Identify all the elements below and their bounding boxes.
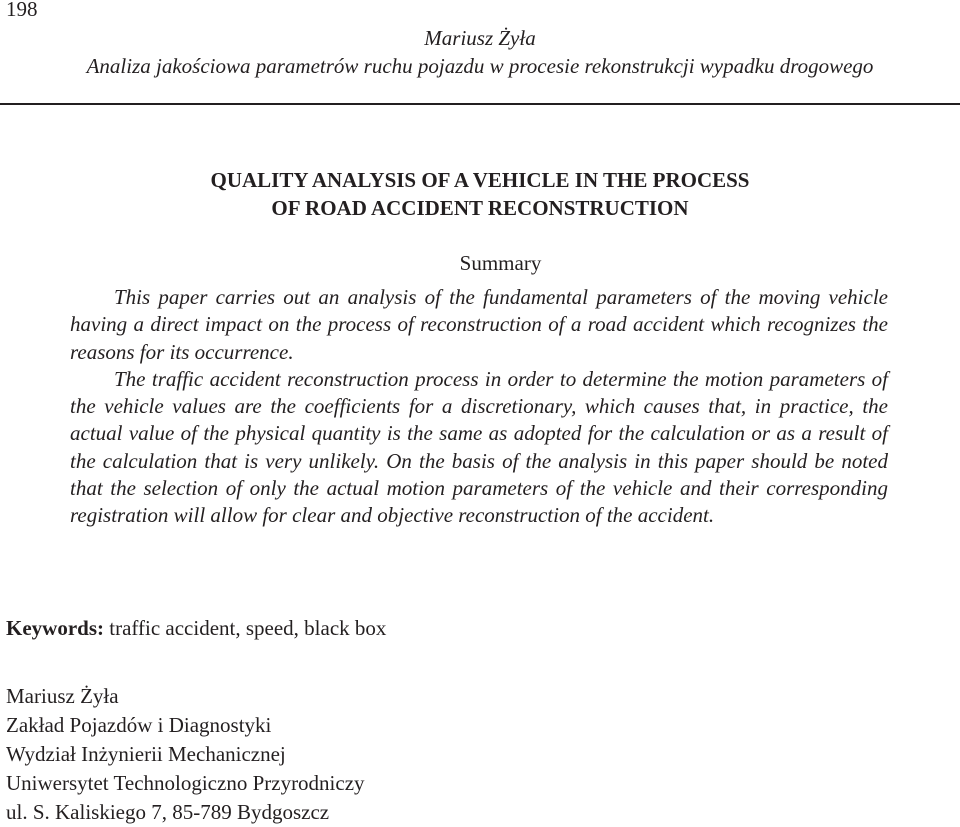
keywords	[6, 614, 386, 642]
address-line: ul. S. Kaliskiego 7, 85-789 Bydgoszcz	[6, 800, 330, 824]
address-line: Zakład Pojazdów i Diagnostyki	[6, 713, 272, 737]
article-title-line-2: OF ROAD ACCIDENT RECONSTRUCTION	[271, 196, 689, 220]
abstract-paragraph: The traffic accident reconstruction process in order to determine the motion parameters of the vehicle values are the coefficients for a discretionary, which causes that, in practice, the actual value of the physical quantity is the same as adopted for the calculation or as a result of the calculation that is very unlikely. On the basis of the analysis in this paper should be noted that the selection of only the actual motion parameters of the vehicle and their corresponding registration will allow for clear and objective reconstruction of the accident.	[70, 366, 888, 528]
running-header	[0, 24, 960, 80]
running-header-title: Analiza jakościowa parametrów ruchu pojazdu w procesie rekonstrukcji wypadku drogowego	[86, 54, 874, 78]
address-line: Mariusz Żyła	[6, 684, 119, 708]
address-line: Uniwersytet Technologiczno Przyrodniczy	[6, 771, 365, 795]
author-address	[6, 682, 365, 827]
keywords-value: traffic accident, speed, black box	[104, 616, 387, 640]
address-line: Wydział Inżynierii Mechanicznej	[6, 742, 286, 766]
abstract	[70, 284, 888, 530]
running-header-author: Mariusz Żyła	[424, 26, 536, 50]
article-title	[0, 166, 960, 222]
article-title-line-1: QUALITY ANALYSIS OF A VEHICLE IN THE PROCESS	[210, 168, 750, 192]
keywords-label: Keywords:	[6, 616, 104, 640]
page-number: 198	[6, 0, 38, 21]
header-divider	[0, 103, 960, 105]
abstract-paragraph: This paper carries out an analysis of the fundamental parameters of the moving vehicle having a direct impact on the process of reconstruction of a road accident which recognizes the reasons for its occurrence.	[70, 285, 888, 364]
summary-heading: Summary	[459, 251, 542, 275]
